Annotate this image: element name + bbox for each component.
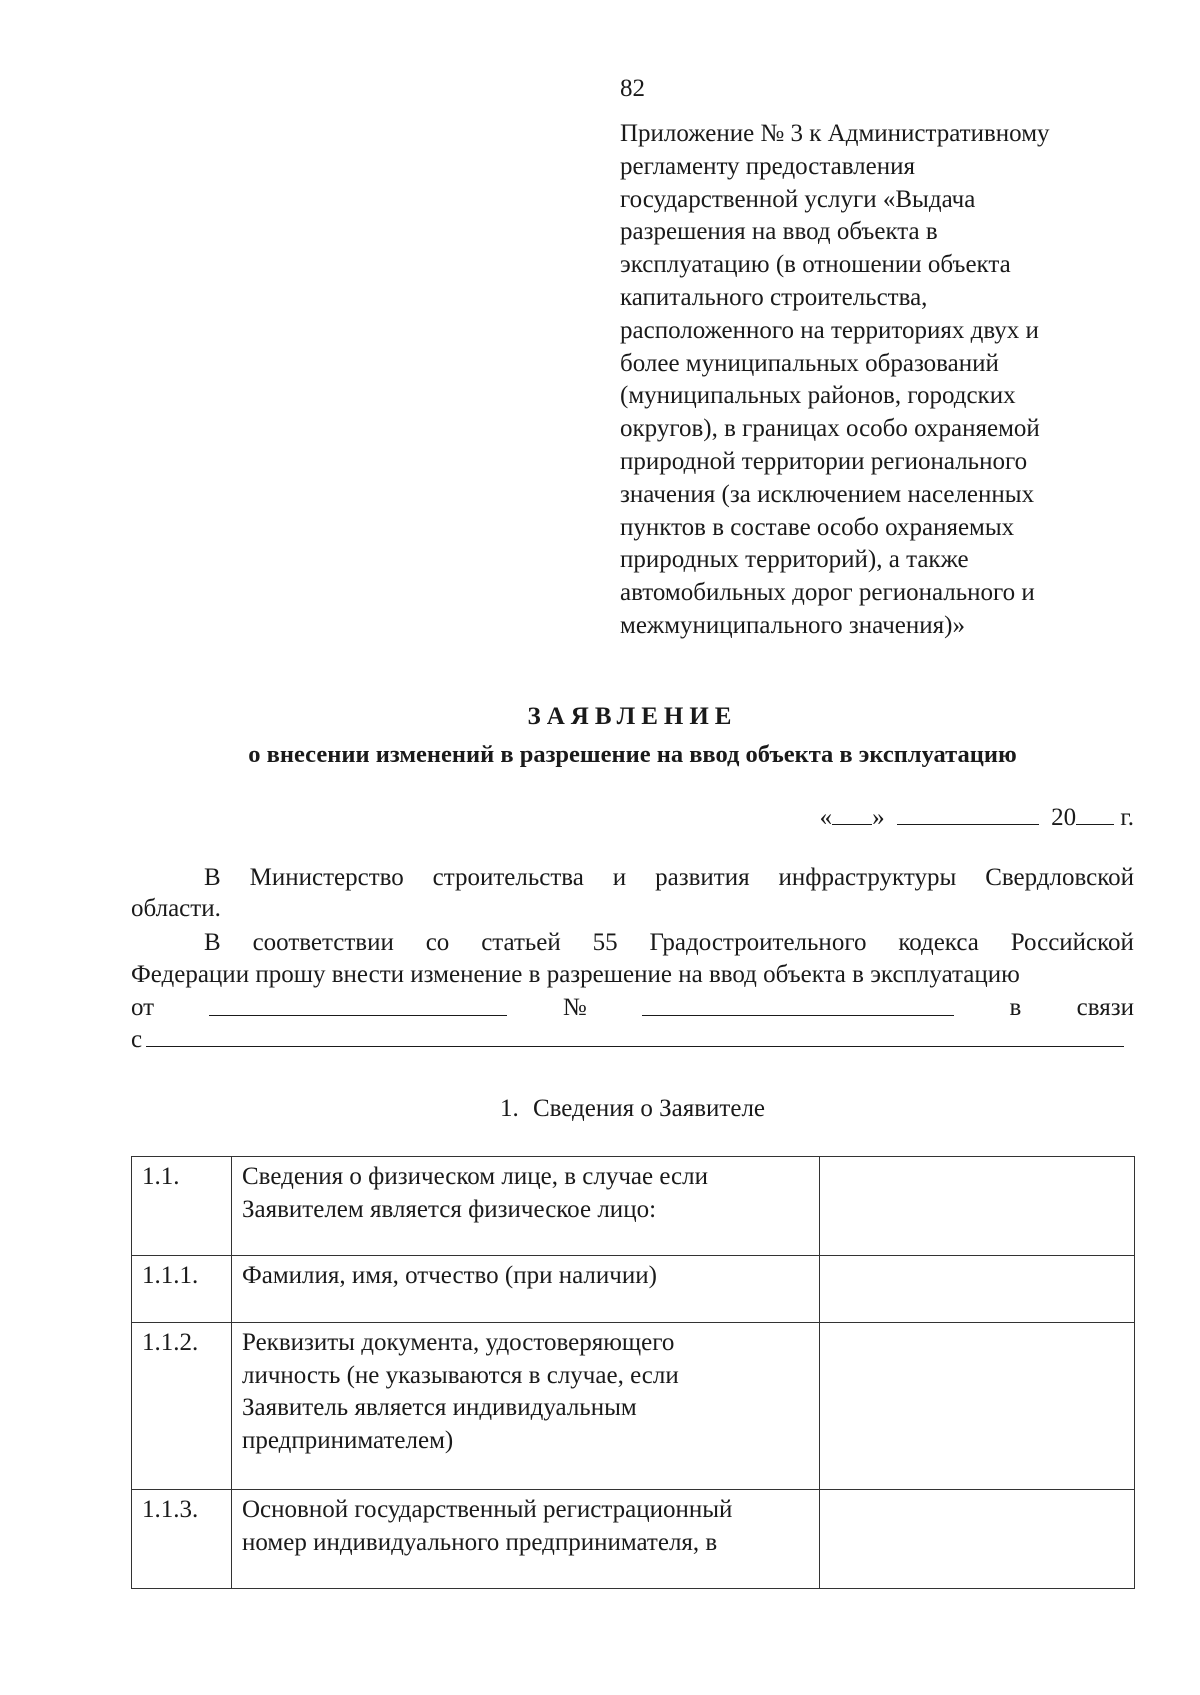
word: 55 xyxy=(592,929,618,956)
row-label xyxy=(232,1490,820,1589)
addressee-line-2: области. xyxy=(131,895,221,922)
word: Российской xyxy=(1010,929,1134,956)
annex-line: расположенного на территориях двух и xyxy=(620,316,1039,344)
label-line: номер индивидуального предпринимателя, в xyxy=(242,1528,718,1556)
annex-line: государственной услуги «Выдача xyxy=(620,185,976,213)
word: В xyxy=(204,864,221,891)
word: развития xyxy=(655,864,750,891)
permit-date-blank[interactable] xyxy=(209,993,507,1016)
row-label xyxy=(232,1256,820,1323)
annex-line: округов), в границах особо охраняемой xyxy=(620,415,1040,443)
applicant-info-table xyxy=(131,1156,1135,1589)
label-line: предпринимателем) xyxy=(242,1426,454,1454)
request-line-1 xyxy=(204,928,1134,958)
annex-line: разрешения на ввод объекта в xyxy=(620,218,938,246)
section-number: 1. xyxy=(499,1095,519,1122)
number-sign: № xyxy=(562,994,587,1021)
label-line: Сведения о физическом лице, в случае если xyxy=(242,1163,709,1190)
row-number: 1.1. xyxy=(132,1157,232,1256)
label-line: Реквизиты документа, удостоверяющего xyxy=(242,1329,675,1356)
permit-number-blank[interactable] xyxy=(642,993,954,1016)
year-suffix: г. xyxy=(1120,804,1134,831)
month-blank[interactable] xyxy=(897,802,1039,825)
request-line-4 xyxy=(131,1024,1124,1055)
annex-line: межмуниципального значения)» xyxy=(620,611,965,639)
year-blank[interactable] xyxy=(1076,802,1114,825)
date-line xyxy=(820,802,1134,833)
day-blank[interactable] xyxy=(832,802,872,825)
label-line: личность (не указываются в случае, если xyxy=(242,1361,679,1389)
year-prefix: 20 xyxy=(1051,804,1077,831)
word: кодекса xyxy=(898,929,979,956)
value-cell[interactable] xyxy=(820,1323,1135,1490)
reason-prefix: с xyxy=(131,1026,143,1053)
value-cell[interactable] xyxy=(820,1157,1135,1256)
page-number: 82 xyxy=(620,75,645,102)
annex-line: пунктов в составе особо охраняемых xyxy=(620,513,1015,541)
label-line: Основной государственный регистрационный xyxy=(242,1496,733,1523)
from-label: от xyxy=(131,994,155,1021)
word: строительства xyxy=(432,864,584,891)
value-cell[interactable] xyxy=(820,1490,1135,1589)
request-line-3 xyxy=(131,993,1134,1023)
table-row xyxy=(132,1323,1135,1490)
word: соответствии xyxy=(252,929,394,956)
document-subtitle: о внесении изменений в разрешение на ввод объекта в эксплуатацию xyxy=(248,741,1017,768)
annex-line: значения (за исключением населенных xyxy=(620,480,1035,508)
annex-line: Приложение № 3 к Административному xyxy=(620,120,1050,147)
word: со xyxy=(425,929,450,956)
annex-line: капитального строительства, xyxy=(620,283,928,311)
row-number: 1.1.2. xyxy=(132,1323,232,1490)
row-number: 1.1.1. xyxy=(132,1256,232,1323)
word: Градостроительного xyxy=(649,929,867,956)
word: инфраструктуры xyxy=(778,864,957,891)
annex-line: регламенту предоставления xyxy=(620,152,916,180)
table-row xyxy=(132,1157,1135,1256)
date-close-quote: » xyxy=(872,804,885,831)
label-line: Заявитель является индивидуальным xyxy=(242,1394,637,1421)
annex-line: эксплуатацию (в отношении объекта xyxy=(620,251,1011,279)
annex-line: природных территорий), а также xyxy=(620,546,969,574)
section-heading xyxy=(0,1094,1200,1124)
word: и xyxy=(612,864,627,891)
word: статьей xyxy=(481,929,561,956)
word: В xyxy=(204,929,221,956)
annex-reference xyxy=(620,118,1140,643)
row-label xyxy=(232,1323,820,1490)
request-line-2: Федерации прошу внести изменение в разрешение на ввод объекта в эксплуатацию xyxy=(131,961,1020,988)
date-open-quote: « xyxy=(819,804,833,831)
table-row xyxy=(132,1490,1135,1589)
annex-line: более муниципальных образований xyxy=(620,349,999,377)
annex-line: автомобильных дорог регионального и xyxy=(620,579,1035,607)
value-cell[interactable] xyxy=(820,1256,1135,1323)
in-label: в xyxy=(1009,994,1022,1021)
addressee-line-1 xyxy=(204,863,1134,893)
table-row xyxy=(132,1256,1135,1323)
reason-blank[interactable] xyxy=(146,1024,1124,1047)
annex-line: (муниципальных районов, городских xyxy=(620,382,1016,410)
connection-label: связи xyxy=(1076,994,1134,1021)
word: Министерство xyxy=(249,864,404,891)
document-title: ЗАЯВЛЕНИЕ xyxy=(527,703,738,730)
row-number: 1.1.3. xyxy=(132,1490,232,1589)
row-label xyxy=(232,1157,820,1256)
annex-line: природной территории регионального xyxy=(620,447,1028,475)
label-line: Заявителем является физическое лицо: xyxy=(242,1195,657,1223)
word: Свердловской xyxy=(985,864,1134,891)
label-line: Фамилия, имя, отчество (при наличии) xyxy=(242,1262,657,1289)
section-title: Сведения о Заявителе xyxy=(532,1095,766,1122)
